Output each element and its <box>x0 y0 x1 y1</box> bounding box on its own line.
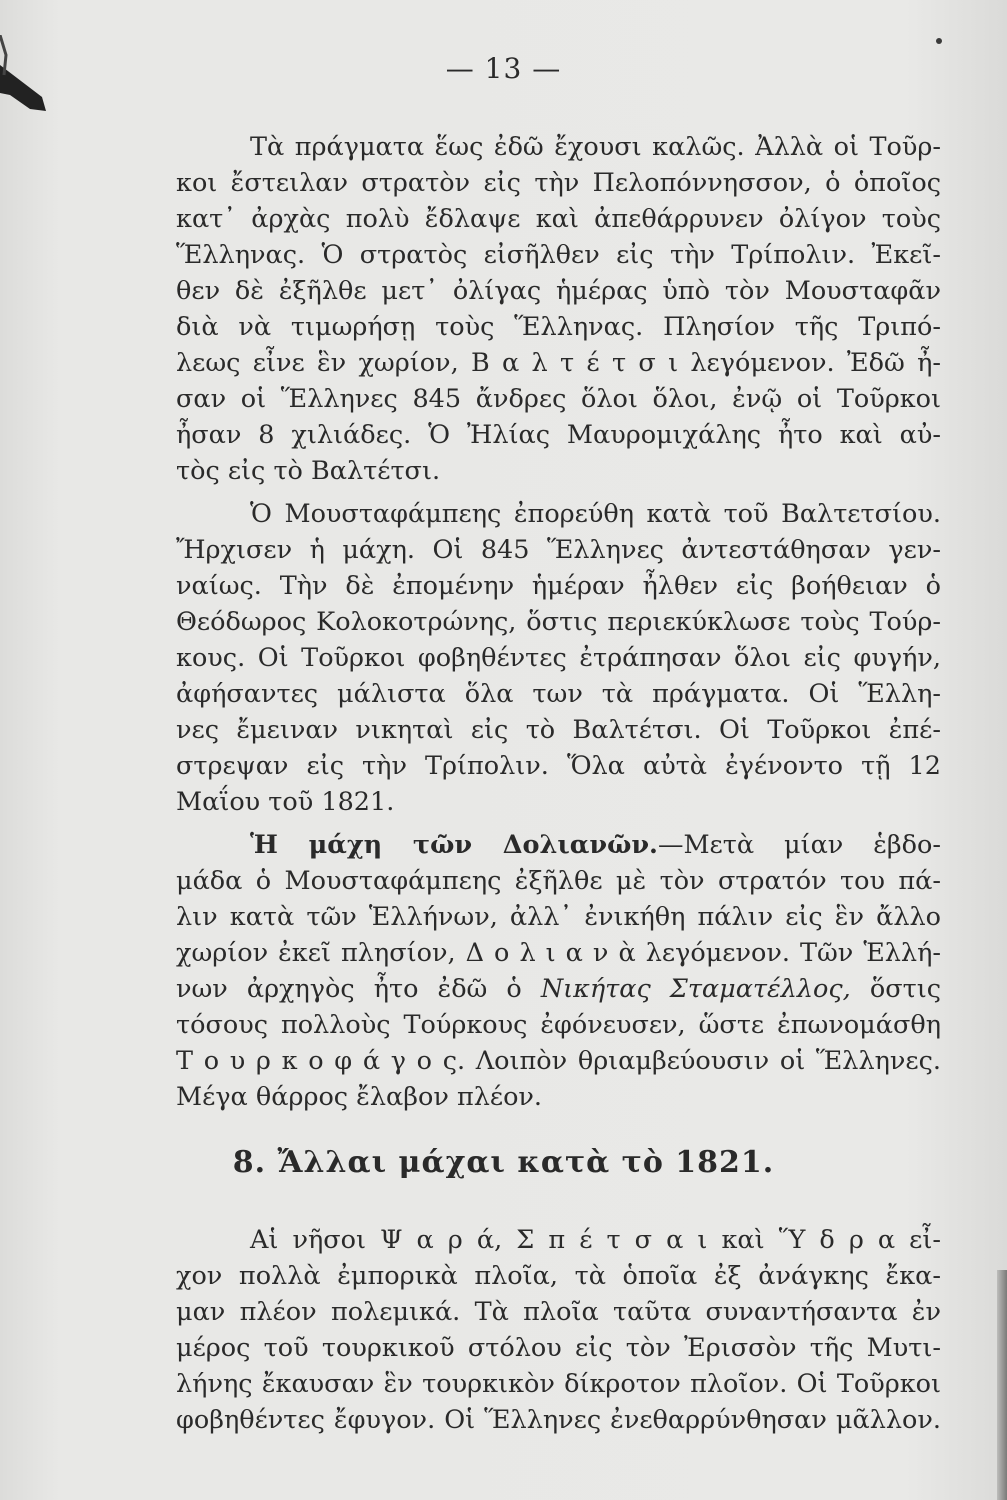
text-line <box>250 827 941 863</box>
text-line: χον πολλὰ ἐμπορικὰ πλοῖα, τὰ ὁποῖα ἐξ ἀνάγκης ἔκα- <box>176 1261 941 1291</box>
text-line: Θεόδωρος Κολοκοτρώνης, ὅστις περιεκύκλωσε τοὺς Τούρ- <box>176 607 941 637</box>
text-line: Τὰ πράγματα ἕως ἐδῶ ἔχουσι καλῶς. Ἀλλὰ οἱ Τοῦρ- <box>250 132 941 162</box>
text-line: Ἕλληνας. Ὁ στρατὸς εἰσῆλθεν εἰς τὴν Τρίπολιν. Ἐκεῖ- <box>176 240 941 270</box>
text-line: Αἱ νῆσοι Ψ α ρ ά, Σ π έ τ σ α ι καὶ Ὕ δ ρ α εἶ- <box>250 1225 941 1255</box>
text-line: λήνης ἔκαυσαν ἓν τουρκικὸν δίκροτον πλοῖον. Οἱ Τοῦρκοι <box>176 1369 941 1399</box>
text-line: Ὁ Μουσταφάμπεης ἐπορεύθη κατὰ τοῦ Βαλτετσίου. <box>250 499 941 529</box>
text-line: τόσους πολλοὺς Τούρκους ἐφόνευσεν, ὥστε ἐπωνομάσθη <box>176 1010 941 1040</box>
text-line: διὰ νὰ τιμωρήσῃ τοὺς Ἕλληνας. Πλησίον τῆς Τριπό- <box>176 312 941 342</box>
section-title-inline: Ἡ μάχη τῶν Δολιανῶν. <box>250 830 658 860</box>
text-line: Μαΐου τοῦ 1821. <box>176 787 395 817</box>
text-line: ναίως. Τὴν δὲ ἐπομένην ἡμέραν ἦλθεν εἰς βοήθειαν ὁ <box>176 571 941 601</box>
text-line: νες ἔμειναν νικηταὶ εἰς τὸ Βαλτέτσι. Οἱ Τοῦρκοι ἐπέ- <box>176 715 941 745</box>
person-name-italic: Νικήτας Σταματέλλος, <box>540 974 851 1004</box>
text-line: Μέγα θάρρος ἔλαβον πλέον. <box>176 1082 543 1112</box>
text-line: κατ᾽ ἀρχὰς πολὺ ἔδλαψε καὶ ἀπεθάρρυνεν ὀλίγον τοὺς <box>176 204 941 234</box>
text-line: κους. Οἱ Τοῦρκοι φοβηθέντες ἐτράπησαν ὅλοι εἰς φυγήν, <box>176 643 941 673</box>
text-line: λιν κατὰ τῶν Ἑλλήνων, ἀλλ᾽ ἐνικήθη πάλιν εἰς ἓν ἄλλο <box>176 902 941 932</box>
text-line: Ἤρχισεν ἡ μάχη. Οἱ 845 Ἕλληνες ἀντεστάθησαν γεν- <box>176 535 941 565</box>
text-line: στρεψαν εἰς τὴν Τρίπολιν. Ὅλα αὐτὰ ἐγένοντο τῇ 12 <box>176 751 941 781</box>
text-span: νων ἀρχηγὸς ἦτο ἐδῶ ὁ <box>176 974 541 1004</box>
ink-dot-decoration <box>936 38 942 44</box>
text-line: φοβηθέντες ἔφυγον. Οἱ Ἕλληνες ἐνεθαρρύνθησαν μᾶλλον. <box>176 1405 941 1435</box>
text-line: σαν οἱ Ἕλληνες 845 ἄνδρες ὅλοι ὅλοι, ἐνῷ οἱ Τοῦρκοι <box>176 384 941 414</box>
text-line: τὸς εἰς τὸ Βαλτέτσι. <box>176 456 441 486</box>
text-line: ἀφήσαντες μάλιστα ὅλα των τὰ πράγματα. Οἱ Ἕλλη- <box>176 679 941 709</box>
text-line: μάδα ὁ Μουσταφάμπεης ἐξῆλθε μὲ τὸν στρατόν του πά- <box>176 866 941 896</box>
section-heading: 8. Ἄλλαι μάχαι κατὰ τὸ 1821. <box>232 1145 775 1180</box>
text-span: ὅστις <box>850 974 941 1004</box>
text-line <box>176 971 941 1007</box>
text-line: ἦσαν 8 χιλιάδες. Ὁ Ἠλίας Μαυρομιχάλης ἦτο καὶ αὐ- <box>176 420 941 450</box>
text-line: θεν δὲ ἐξῆλθε μετ᾽ ὀλίγας ἡμέρας ὑπὸ τὸν Μουσταφᾶν <box>176 276 941 306</box>
page-edge-shadow <box>997 1270 1007 1500</box>
text-line: μαν πλέον πολεμικά. Τὰ πλοῖα ταῦτα συναντήσαντα ἐν <box>176 1297 941 1327</box>
text-line: λεως εἶνε ἓν χωρίον, Β α λ τ έ τ σ ι λεγόμενον. Ἐδῶ ἦ- <box>176 348 941 378</box>
page-number: — 13 — <box>445 52 562 85</box>
text-line: μέρος τοῦ τουρκικοῦ στόλου εἰς τὸν Ἐρισσὸν τῆς Μυτι- <box>176 1333 941 1363</box>
text-line: κοι ἔστειλαν στρατὸν εἰς τὴν Πελοπόννησσον, ὁ ὁποῖος <box>176 168 941 198</box>
text-line: Τ ο υ ρ κ ο φ ά γ ο ς. Λοιπὸν θριαμβεύουσιν οἱ Ἕλληνες. <box>176 1046 941 1076</box>
text-span: —Μετὰ μίαν ἑβδο- <box>657 830 941 860</box>
text-line: χωρίον ἐκεῖ πλησίον, Δ ο λ ι α ν ὰ λεγόμενον. Τῶν Ἑλλή- <box>176 938 941 968</box>
